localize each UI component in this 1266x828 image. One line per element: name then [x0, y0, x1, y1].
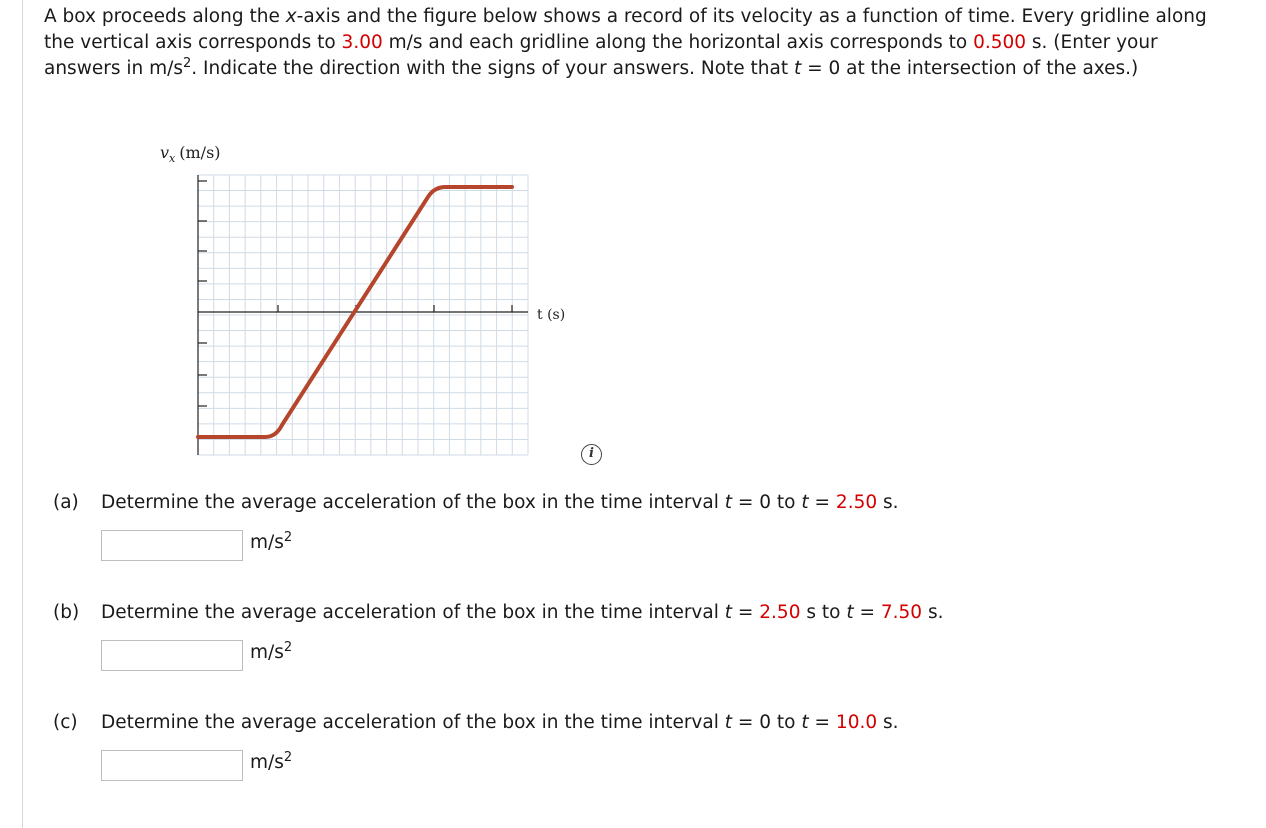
part-b-question: (b) Determine the average acceleration of the box in the time interval t = 2.50 s to t = 7.50 s. [53, 602, 944, 623]
info-icon[interactable]: i [581, 444, 602, 465]
part-a-question: (a) Determine the average acceleration of the box in the time interval t = 0 to t = 2.50 s. [53, 492, 899, 513]
part-b-answer-input[interactable] [101, 640, 243, 671]
part-c-unit: $m/s^2$ [250, 749, 293, 773]
part-a-unit: $m/s^2$ [250, 529, 293, 553]
velocity-time-graph [150, 135, 590, 465]
x-axis-label: t (s) [537, 307, 566, 323]
part-c-question: (c) Determine the average acceleration of the box in the time interval t = 0 to t = 10.0 s. [53, 712, 899, 733]
graph-grid [198, 175, 528, 455]
vertical-gridline-value: 3.00 [341, 32, 383, 53]
horizontal-gridline-value: 0.500 [973, 32, 1027, 53]
part-a [53, 490, 1203, 564]
part-a-answer-input[interactable] [101, 530, 243, 561]
part-c [53, 710, 1203, 784]
part-b [53, 600, 1203, 674]
part-b-unit: $m/s^2$ [250, 639, 293, 663]
y-axis-label: $v_x$ (m/s) [160, 143, 221, 165]
part-c-answer-input[interactable] [101, 750, 243, 781]
problem-statement: A box proceeds along the x-axis and the figure below shows a record of its velocity as a function of time. Every gridline along the vertical axis corresponds to 3.00 m/s and each gridline along the horizontal axis corresponds to 0.500 s. (Enter your answers in $m/s^2$. Indicate the direction with the signs of your answers. Note that t = 0 at the intersection of the axes.) [44, 6, 1207, 79]
left-border [22, 0, 23, 828]
